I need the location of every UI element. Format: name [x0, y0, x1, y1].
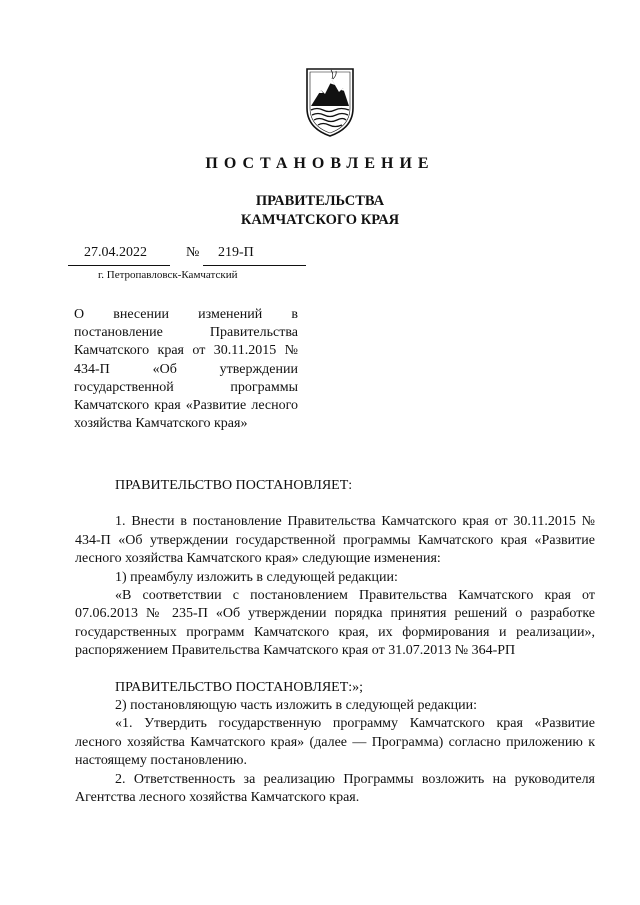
authority-line-1: ПРАВИТЕЛЬСТВА [255, 193, 385, 209]
place-of-issue: г. Петропавловск-Камчатский [98, 269, 238, 281]
document-number: 219-П [218, 245, 254, 260]
number-sign: № [186, 245, 200, 260]
body-paragraph: «В соответствии с постановлением Правительства Камчатского края от 07.06.2013 № 235-П «Об утверждении порядка принятия решений о разработке государственных программ Камчатского края, их формирования и реализации», распоряжением Правительства Камчатского края от 31.07.2013 № 364-РП [75, 588, 595, 659]
document-body [75, 477, 595, 808]
body-paragraph: 1. Внести в постановление Правительства Камчатского края от 30.11.2015 № 434-П «Об утверждении государственной программы Камчатского края «Развитие лесного хозяйства Камчатского края» следующие изменения: [75, 514, 595, 567]
body-paragraph: 1) преамбулу изложить в следующей редакции: [115, 569, 398, 585]
document-date: 27.04.2022 [84, 245, 147, 260]
date-underline [68, 265, 170, 266]
document-requisites [68, 245, 308, 285]
body-paragraph: 2. Ответственность за реализацию Программы возложить на руководителя Агентства лесного хозяйства Камчатского края. [75, 771, 595, 806]
decree-heading: ПРАВИТЕЛЬСТВО ПОСТАНОВЛЯЕТ: [115, 478, 353, 493]
authority-line-2: КАМЧАТСКОГО КРАЯ [240, 212, 400, 228]
number-underline [203, 265, 306, 266]
kamchatka-coat-of-arms-icon [303, 66, 357, 138]
quoted-decree-heading: ПРАВИТЕЛЬСТВО ПОСТАНОВЛЯЕТ:»; [115, 679, 364, 695]
document-type-title: ПОСТАНОВЛЕНИЕ [205, 155, 435, 172]
body-paragraph: 2) постановляющую часть изложить в следующей редакции: [115, 698, 478, 714]
document-subject: О внесении изменений в постановление Правительства Камчатского края от 30.11.2015 № 434-П «Об утверждении государственной программы Камчатского края «Развитие лесного хозяйства Камчатского края» [74, 307, 298, 432]
body-paragraph: «1. Утвердить государственную программу Камчатского края «Развитие лесного хозяйства Камчатского края» (далее — Программа) согласно приложению к настоящему постановлению. [75, 716, 595, 769]
issuing-authority [0, 192, 640, 230]
